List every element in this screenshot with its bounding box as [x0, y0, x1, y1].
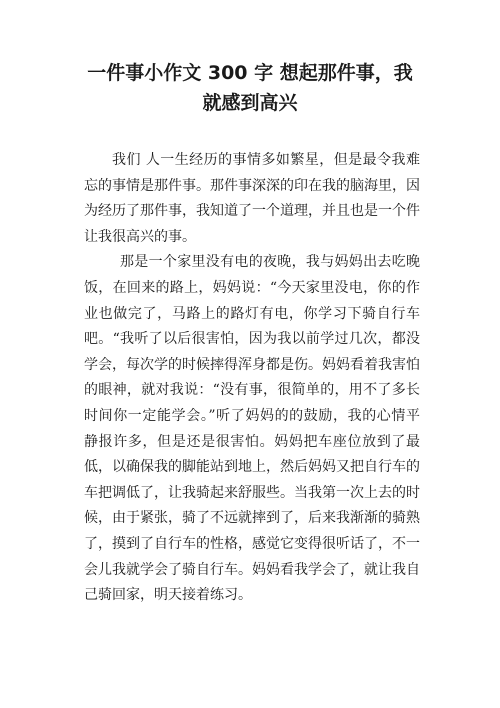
document-title: [60, 58, 440, 118]
paragraph-2: 那是一个家里没有电的夜晚，我与妈妈出去吃晚饭，在回来的路上，妈妈说：“今天家里没电，你的作业也做完了，马路上的路灯有电，你学习下骑自行车吧。“我听了以后很害怕，因为我以前学过几次，都没学会，每次学的时候摔得浑身都是伤。妈妈看着我害怕的眼神，就对我说：“没有事，很简单的，用不了多长时间你一定能学会。”听了妈妈的的鼓励，我的心情平静报许多，但是还是很害怕。妈妈把车座位放到了最低，以确保我的脚能站到地上，然后妈妈又把自行车的车把调低了，让我骑起来舒服些。当我第一次上去的时候，由于紧张，骑了不远就摔到了，后来我渐渐的骑熟了，摸到了自行车的性格，感觉它变得很听话了，不一会儿我就学会了骑自行车。妈妈看我学会了，就让我自己骑回家，明天接着练习。: [84, 254, 420, 604]
title-line-1: 一件事小作文 300 字 想起那件事，我: [87, 62, 413, 84]
title-line-2: 就感到高兴: [202, 92, 298, 114]
document-body: [84, 148, 420, 609]
paragraph-1: 我们 人一生经历的事情多如繁星，但是最令我难忘的事情是那件事。那件事深深的印在我的脑海里，因为经历了那件事，我知道了一个道理，并且也是一个件让我很高兴的事。: [84, 152, 420, 245]
